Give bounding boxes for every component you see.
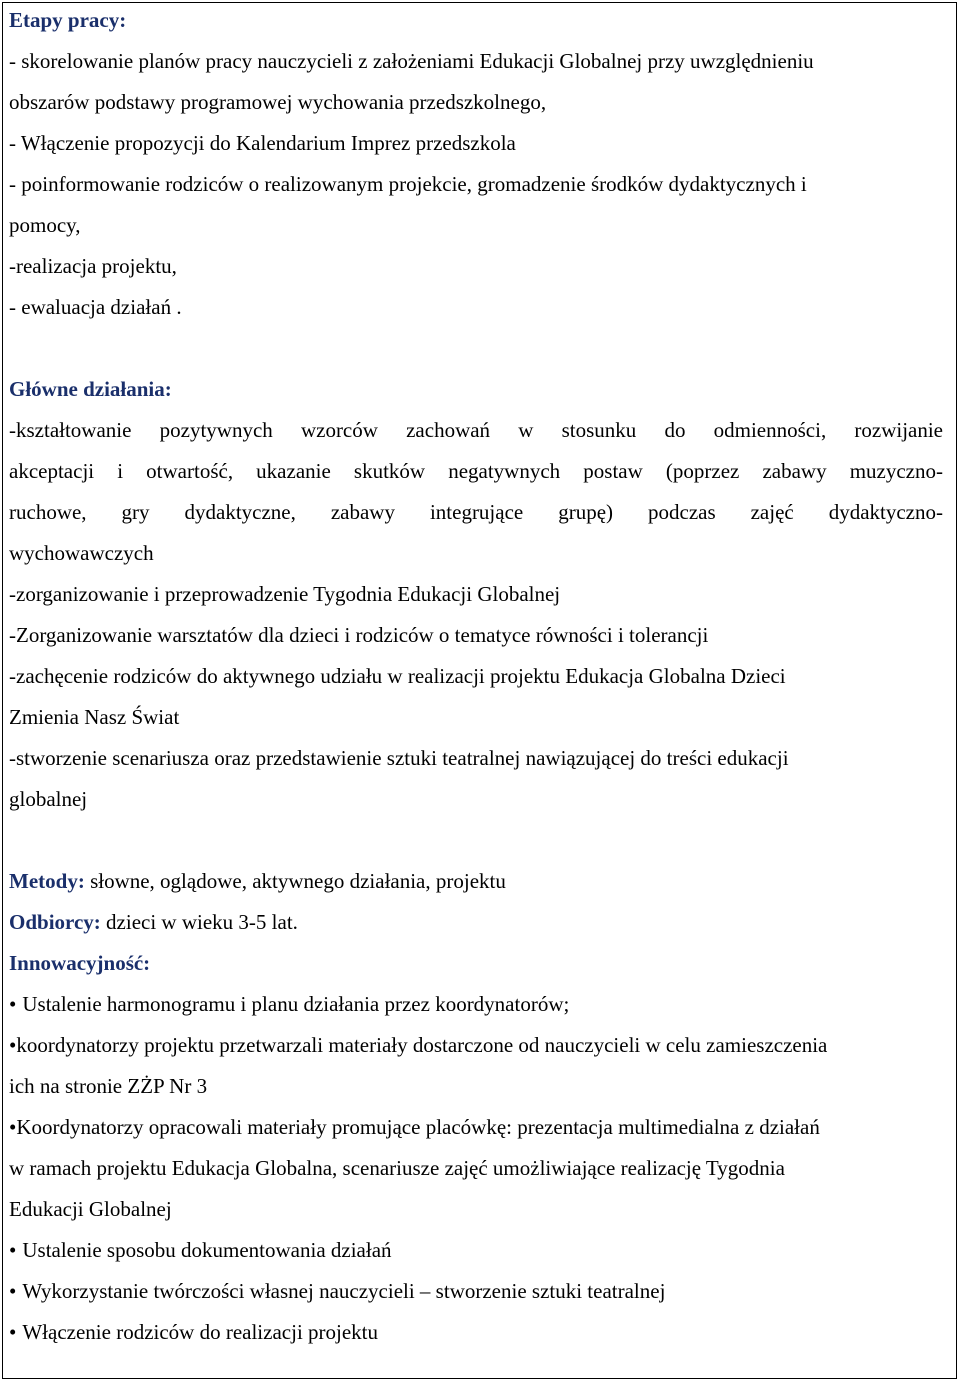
etapy-line: - poinformowanie rodziców o realizowanym projekcie, gromadzenie środków dydaktycznych i <box>9 172 807 196</box>
document-content <box>9 0 943 1353</box>
etapy-line: pomocy, <box>9 213 81 237</box>
metody-label: Metody: <box>9 869 85 893</box>
metody-text: słowne, oglądowe, aktywnego działania, projektu <box>84 869 506 893</box>
innowacyjnosc-heading: Innowacyjność: <box>9 951 151 975</box>
bullet-icon: • <box>9 992 17 1016</box>
dzialania-line: -zorganizowanie i przeprowadzenie Tygodnia Edukacji Globalnej <box>9 582 561 606</box>
etapy-line: - ewaluacja działań . <box>9 295 182 319</box>
innowacyjnosc-text: Włączenie rodziców do realizacji projektu <box>22 1320 379 1344</box>
innowacyjnosc-text: Koordynatorzy opracowali materiały promujące placówkę: prezentacja multimedialna z działań <box>16 1115 820 1139</box>
bullet-icon: • <box>9 1238 17 1262</box>
innowacyjnosc-text: Wykorzystanie twórczości własnej nauczycieli – stworzenie sztuki teatralnej <box>22 1279 666 1303</box>
dzialania-line: Zmienia Nasz Świat <box>9 705 180 729</box>
metody-line <box>9 861 943 902</box>
dzialania-paragraph-line: -kształtowanie pozytywnych wzorców zachowań w stosunku do odmienności, rozwijanie <box>9 418 943 442</box>
dzialania-heading: Główne działania: <box>9 377 172 401</box>
dzialania-line: globalnej <box>9 787 88 811</box>
innowacyjnosc-text: koordynatorzy projektu przetwarzali materiały dostarczone od nauczycieli w celu zamieszczenia <box>16 1033 828 1057</box>
innowacyjnosc-item <box>9 1230 943 1271</box>
innowacyjnosc-item <box>9 1025 943 1066</box>
dzialania-line: wychowawczych <box>9 541 154 565</box>
innowacyjnosc-continuation: Edukacji Globalnej <box>9 1197 172 1221</box>
dzialania-line: -stworzenie scenariusza oraz przedstawienie sztuki teatralnej nawiązującej do treści edukacji <box>9 746 789 770</box>
dzialania-paragraph-line: akceptacji i otwartość, ukazanie skutków negatywnych postaw (poprzez zabawy muzyczno- <box>9 459 943 483</box>
bullet-icon: • <box>9 1320 17 1344</box>
innowacyjnosc-item <box>9 1271 943 1312</box>
innowacyjnosc-text: Ustalenie sposobu dokumentowania działań <box>22 1238 392 1262</box>
innowacyjnosc-continuation: ich na stronie ZŻP Nr 3 <box>9 1074 208 1098</box>
innowacyjnosc-item <box>9 984 943 1025</box>
bullet-icon: • <box>9 1279 17 1303</box>
spacer <box>9 328 943 369</box>
innowacyjnosc-item <box>9 1312 943 1353</box>
spacer <box>9 820 943 861</box>
innowacyjnosc-continuation: w ramach projektu Edukacja Globalna, scenariusze zajęć umożliwiające realizację Tygodnia <box>9 1156 785 1180</box>
etapy-line: obszarów podstawy programowej wychowania przedszkolnego, <box>9 90 547 114</box>
etapy-line: - skorelowanie planów pracy nauczycieli z założeniami Edukacji Globalnej przy uwzględnieniu <box>9 49 814 73</box>
etapy-line: -realizacja projektu, <box>9 254 177 278</box>
innowacyjnosc-item <box>9 1107 943 1148</box>
odbiorcy-label: Odbiorcy: <box>9 910 101 934</box>
dzialania-line: -Zorganizowanie warsztatów dla dzieci i rodziców o tematyce równości i tolerancji <box>9 623 709 647</box>
dzialania-line: -zachęcenie rodziców do aktywnego udziału w realizacji projektu Edukacja Globalna Dzieci <box>9 664 786 688</box>
dzialania-paragraph-line: ruchowe, gry dydaktyczne, zabawy integrujące grupę) podczas zajęć dydaktyczno- <box>9 500 943 524</box>
etapy-line: - Włączenie propozycji do Kalendarium Imprez przedszkola <box>9 131 516 155</box>
etapy-heading: Etapy pracy: <box>9 8 127 32</box>
odbiorcy-line <box>9 902 943 943</box>
odbiorcy-text: dzieci w wieku 3-5 lat. <box>100 910 298 934</box>
bullet-icon: • <box>9 1115 17 1139</box>
bullet-icon: • <box>9 1033 17 1057</box>
innowacyjnosc-text: Ustalenie harmonogramu i planu działania przez koordynatorów; <box>22 992 570 1016</box>
